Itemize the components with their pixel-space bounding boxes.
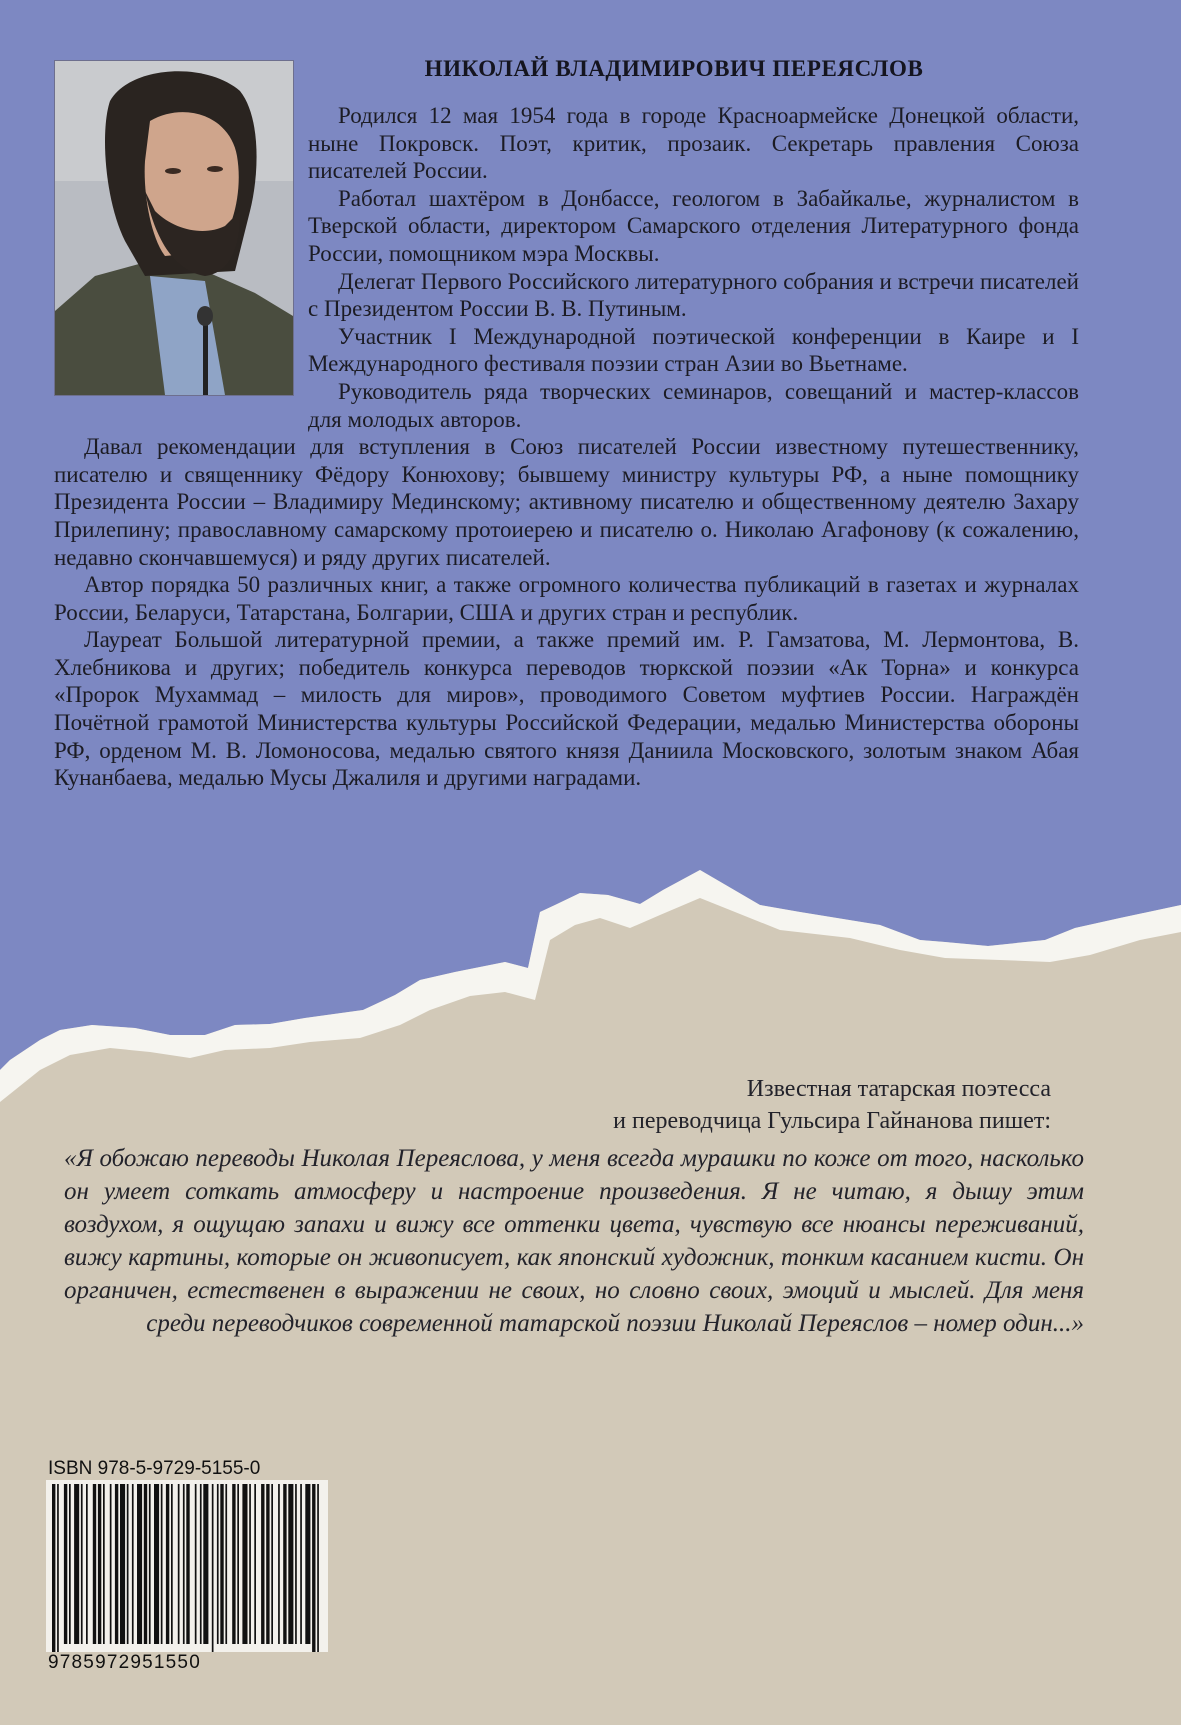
author-name-heading: НИКОЛАЙ ВЛАДИМИРОВИЧ ПЕРЕЯСЛОВ xyxy=(424,56,924,81)
photo-float-spacer xyxy=(54,102,308,424)
bio-paragraph: Автор порядка 50 различных книг, а также огромного количества публикаций в газетах и журналах России, Беларуси, Татарстана, Болгарии, США и других стран и республик. xyxy=(54,572,1079,625)
barcode-bar xyxy=(115,1484,118,1644)
barcode-bar xyxy=(300,1484,302,1644)
barcode-bar xyxy=(317,1484,319,1652)
barcode-bar xyxy=(200,1484,202,1644)
barcode-bar xyxy=(103,1484,105,1644)
barcode-bar xyxy=(81,1484,83,1644)
bio-paragraph: Руководитель ряда творческих семинаров, совещаний и мастер-классов для молодых авторов. xyxy=(308,378,1079,432)
barcode-bar xyxy=(132,1484,134,1644)
barcode-bar xyxy=(64,1484,67,1644)
barcode-bar xyxy=(161,1484,163,1644)
bio-paragraph: Родился 12 мая 1954 года в городе Красноармейске Донецкой области, ныне Покровск. Поэт, критик, прозаик. Секретарь правления Союза писателей России. xyxy=(308,103,1079,184)
bio-paragraph: Участник I Международной поэтической конференции в Каире и I Международного фестиваля поэзии стран Азии во Вьетнаме. xyxy=(308,323,1079,377)
barcode-bar xyxy=(93,1484,96,1644)
barcode-bar xyxy=(52,1484,55,1652)
review-intro-line: Известная татарская поэтесса xyxy=(746,1076,1051,1102)
barcode-bar xyxy=(266,1484,269,1644)
barcode-bar xyxy=(154,1484,159,1644)
barcode-bar xyxy=(120,1484,125,1644)
bio-paragraph: Лауреат Большой литературной премии, а также премий им. Р. Гамзатова, М. Лермонтова, В. Хлебникова и других; победитель конкурса переводов тюркской поэзии «Ак Торна» и конкурса «Пророк Мухаммад – милость для миров», проводимого Советом муфтиев России. Награждён Почётной грамотой Министерства культуры Российской Федерации, медалью Министерства обороны РФ, орденом М. В. Ломоносова, медалью святого князя Даниила Московского, золотым знаком Абая Кунанбаева, медалью Мусы Джалиля и другими наградами. xyxy=(54,627,1079,791)
barcode-bar xyxy=(74,1484,79,1644)
isbn-barcode xyxy=(46,1480,328,1652)
barcode-bar xyxy=(237,1484,239,1644)
barcode-bar xyxy=(295,1484,297,1644)
barcode-bar xyxy=(220,1484,223,1644)
barcode-bar xyxy=(110,1484,112,1644)
isbn-label: ISBN 978-5-9729-5155-0 xyxy=(48,1458,261,1479)
barcode-bar xyxy=(261,1484,264,1644)
barcode-bar xyxy=(271,1484,273,1644)
barcode-icon xyxy=(46,1480,328,1652)
barcode-bar xyxy=(278,1484,280,1644)
barcode-bar xyxy=(225,1484,227,1644)
barcode-bar xyxy=(288,1484,293,1644)
barcode-bar xyxy=(144,1484,147,1644)
barcode-number: 9785972951550 xyxy=(48,1652,201,1673)
bio-paragraph: Давал рекомендации для вступления в Союз писателей России известному путешественнику, писателю и священнику Фёдору Конюхову; бывшему министру культуры РФ, а ныне помощнику Президента России – Владимиру Мединскому; активному писателю и общественному деятелю Захару Прилепину; православному самарскому протоиерею и писателю о. Николаю Агафонову (к сожалению, недавно скончавшемуся) и ряду других писателей. xyxy=(54,434,1079,570)
review-intro xyxy=(491,1073,1051,1137)
barcode-bar xyxy=(242,1484,247,1644)
barcode-bar xyxy=(127,1484,129,1644)
barcode-bar xyxy=(183,1484,185,1644)
barcode-bar xyxy=(98,1484,101,1644)
barcode-bar xyxy=(212,1484,214,1652)
barcode-bar xyxy=(69,1484,71,1644)
barcode-bar xyxy=(137,1484,142,1644)
review-intro-line: и переводчица Гульсира Гайнанова пишет: xyxy=(613,1108,1051,1134)
author-biography xyxy=(54,102,1079,792)
barcode-bar xyxy=(232,1484,235,1644)
barcode-bar xyxy=(217,1484,219,1644)
barcode-bar xyxy=(86,1484,88,1644)
barcode-bar xyxy=(195,1484,197,1644)
bio-paragraph: Работал шахтёром в Донбассе, геологом в Забайкалье, журналистом в Тверской области, директором Самарского отделения Литературного фонда России, помощником мэра Москвы. xyxy=(308,185,1079,266)
barcode-bar xyxy=(254,1484,256,1644)
barcode-bar xyxy=(171,1484,173,1644)
barcode-bar xyxy=(166,1484,169,1644)
barcode-bar xyxy=(57,1484,59,1652)
review-quote: «Я обожаю переводы Николая Переяслова, у меня всегда мурашки по коже от того, насколько он умеет соткать атмосферу и настроение произведения. Я не читаю, я дышу этим воздухом, я ощущаю запахи и вижу все оттенки цвета, чувствую все нюансы переживаний, вижу картины, которые он живописует, как японский художник, тонким касанием кисти. Он органичен, естественен в выражении не своих, но словно своих, эмоций и мыслей. Для меня среди переводчиков современной татарской поэзии Николай Переяслов – номер один...» xyxy=(64,1145,1084,1337)
barcode-bar xyxy=(305,1484,310,1644)
barcode-bar xyxy=(283,1484,286,1644)
barcode-bar xyxy=(149,1484,151,1644)
bio-paragraph: Делегат Первого Российского литературного собрания и встречи писателей с Президентом России В. В. Путиным. xyxy=(308,268,1079,322)
barcode-bar xyxy=(186,1484,189,1644)
barcode-bar xyxy=(249,1484,251,1644)
barcode-bar xyxy=(312,1484,315,1652)
barcode-bar xyxy=(203,1484,208,1644)
barcode-bar xyxy=(178,1484,180,1644)
